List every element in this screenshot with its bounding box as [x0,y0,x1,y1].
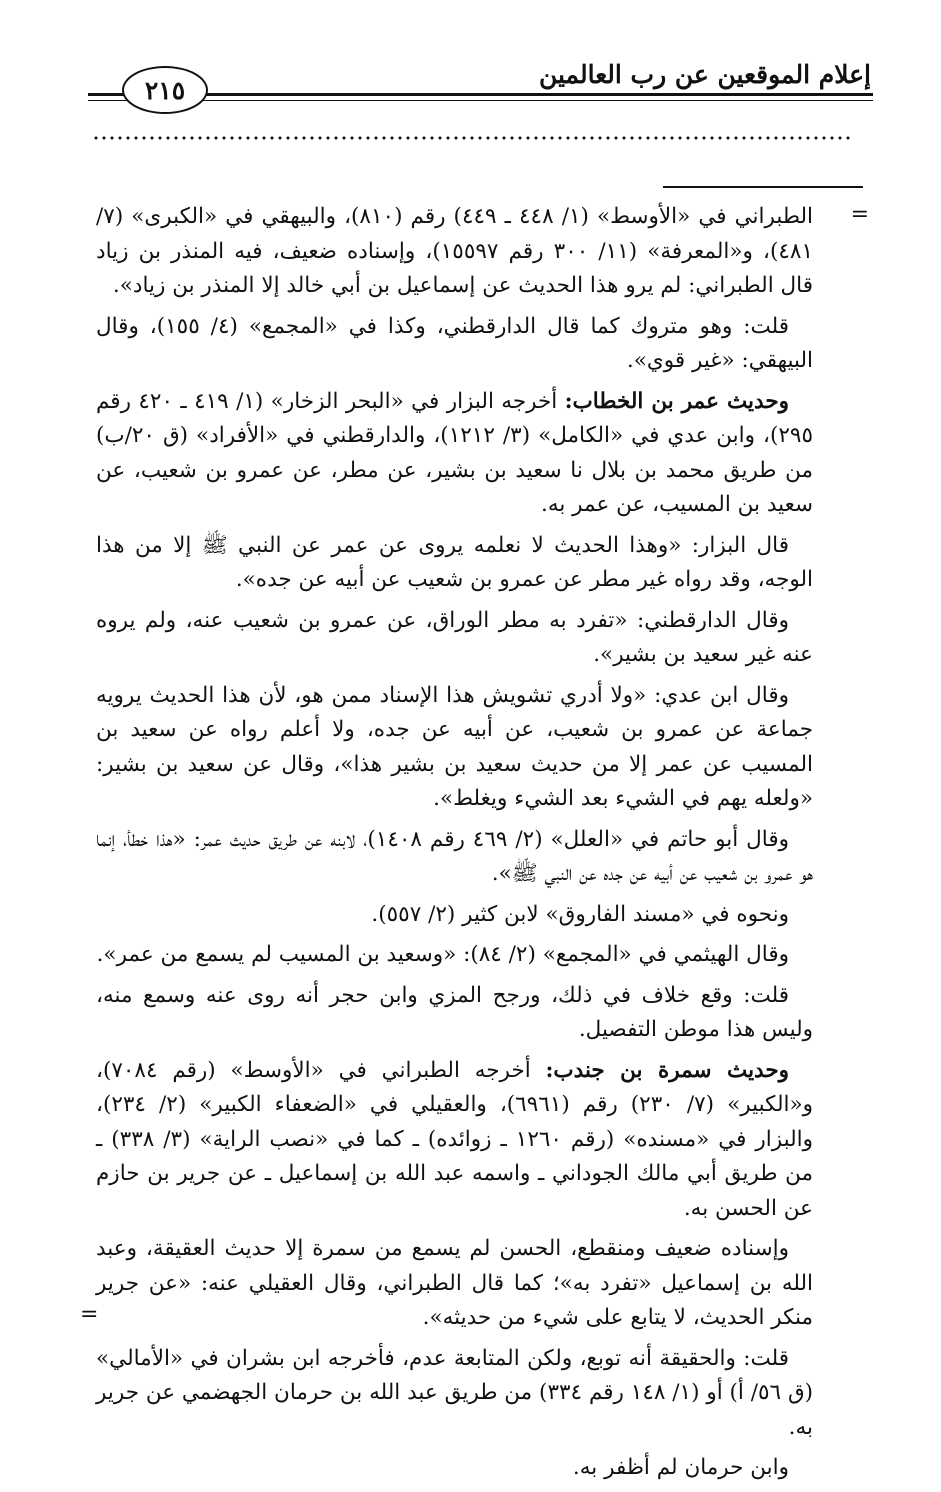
paragraph-text: وقال أبو حاتم في «العلل» (٢/ ٤٦٩ رقم ١٤٠٨)، لابنه عن طريق حديث عمر: «هذا خطأ، إنما هو عمرو بن شعيب عن أبيه عن جده عن النبي ﷺ». [96,826,813,886]
footnote-paragraph [96,1451,813,1486]
header-rule-thin [88,100,873,101]
paragraph-text: أخرجه الطبراني في «الأوسط» (رقم ٧٠٨٤)، و«الكبير» (٧/ ٢٣٠) رقم (٦٩٦١)، والعقيلي في «الضعفاء الكبير» (٢/ ٢٣٤)، والبزار في «مسنده» (رقم ١٢٦٠ ـ زوائده) ـ كما في «نصب الراية» (٣/ ٣٣٨) ـ من طريق أبي مالك الجوداني ـ واسمه عبد الله بن إسماعيل ـ عن جرير بن حازم عن الحسن به. [96,1057,814,1221]
paragraph-text: وقال الهيثمي في «المجمع» (٢/ ٨٤): «وسعيد بن المسيب لم يسمع من عمر». [96,942,789,967]
paragraph-text: الطبراني في «الأوسط» (١/ ٤٤٨ ـ ٤٤٩) رقم (٨١٠)، والبيهقي في «الكبرى» (٧/ ٤٨١)، و«المعرفة» (١١/ ٣٠٠ رقم ١٥٥٩٧)، وإسناده ضعيف، فيه المنذر بن زياد قال الطبراني: لم يرو هذا الحديث عن إسماعيل بن أبي خالد إلا المنذر بن زياد». [96,204,813,298]
paragraph-text: قلت: والحقيقة أنه توبع، ولكن المتابعة عدم، فأخرجه ابن بشران في «الأمالي» (ق ٥٦/ أ) أو (١/ ١٤٨ رقم ٣٣٤) من طريق عبد الله بن حرمان الجهضمي عن جرير به. [96,1345,814,1440]
footnote-paragraph [96,679,813,817]
footnote-separator-rule [663,186,863,188]
footnote-paragraph [96,604,813,673]
footnote-paragraph [96,1232,813,1336]
paragraph-text: وقال ابن عدي: «ولا أدري تشويش هذا الإسناد ممن هو، لأن هذا الحديث يرويه جماعة عن عمرو بن شعيب، عن أبيه عن جده، ولا أعلم رواه عن سعيد بن المسيب عن عمر إلا من حديث سعيد بن بشير هذا»، وقال عن سعيد بن بشير: «ولعله يهم في الشيء بعد الشيء ويغلط». [96,682,813,811]
dotted-separator [92,136,853,140]
footnote-paragraph [96,310,813,379]
footnote-paragraph [96,823,813,892]
page-number-badge [122,66,208,114]
footnote-paragraph [96,385,813,523]
footnote-body [96,200,813,1492]
footnote-paragraph [96,200,813,304]
footnote-paragraph [96,898,813,933]
footnote-paragraph [96,529,813,598]
running-header-title: إعلام الموقعين عن رب العالمين [538,60,871,89]
paragraph-text: قلت: وقع خلاف في ذلك، ورجح المزي وابن حجر أنه روى عنه وسمع منه، وليس هذا موطن التفصيل. [96,982,813,1042]
footnote-paragraph [96,1054,813,1227]
footnote-paragraph [96,1342,813,1446]
continuation-mark: = [850,202,869,227]
paragraph-text: ونحوه في «مسند الفاروق» لابن كثير (٢/ ٥٥٧). [371,901,789,927]
hadith-heading: وحديث عمر بن الخطاب: [564,388,790,414]
paragraph-text: قلت: وهو متروك كما قال الدارقطني، وكذا في «المجمع» (٤/ ١٥٥)، وقال البيهقي: «غير قوي». [96,313,813,373]
footnote-paragraph [96,938,813,973]
page-number: ٢١٥ [144,75,186,105]
paragraph-text: وقال الدارقطني: «تفرد به مطر الوراق، عن عمرو بن شعيب عنه، ولم يروه عنه غير سعيد بن بشير». [96,607,813,667]
paragraph-text: قال البزار: «وهذا الحديث لا نعلمه يروى عن عمر عن النبي ﷺ إلا من هذا الوجه، وقد رواه غير مطر عن عمرو بن شعيب عن أبيه عن جده». [96,532,813,592]
footnote-paragraph [96,979,813,1048]
paragraph-text: وابن حرمان لم أظفر به. [572,1455,789,1480]
continues-next-page-mark: = [80,1302,99,1327]
hadith-heading: وحديث سمرة بن جندب: [545,1057,790,1083]
paragraph-text: وإسناده ضعيف ومنقطع، الحسن لم يسمع من سمرة إلا حديث العقيقة، وعبد الله بن إسماعيل «تفرد به»؛ كما قال الطبراني، وقال العقيلي عنه: «عن جرير منكر الحديث، لا يتابع على شيء من حديثه». [96,1236,813,1330]
paragraph-text: أخرجه البزار في «البحر الزخار» (١/ ٤١٩ ـ ٤٢٠ رقم ٢٩٥)، وابن عدي في «الكامل» (٣/ ١٢١٢)، والدارقطني في «الأفراد» (ق ٢٠/ب) من طريق محمد بن بلال نا سعيد بن بشير، عن مطر، عن عمرو بن شعيب، عن سعيد بن المسيب، عن عمر به. [96,388,814,517]
